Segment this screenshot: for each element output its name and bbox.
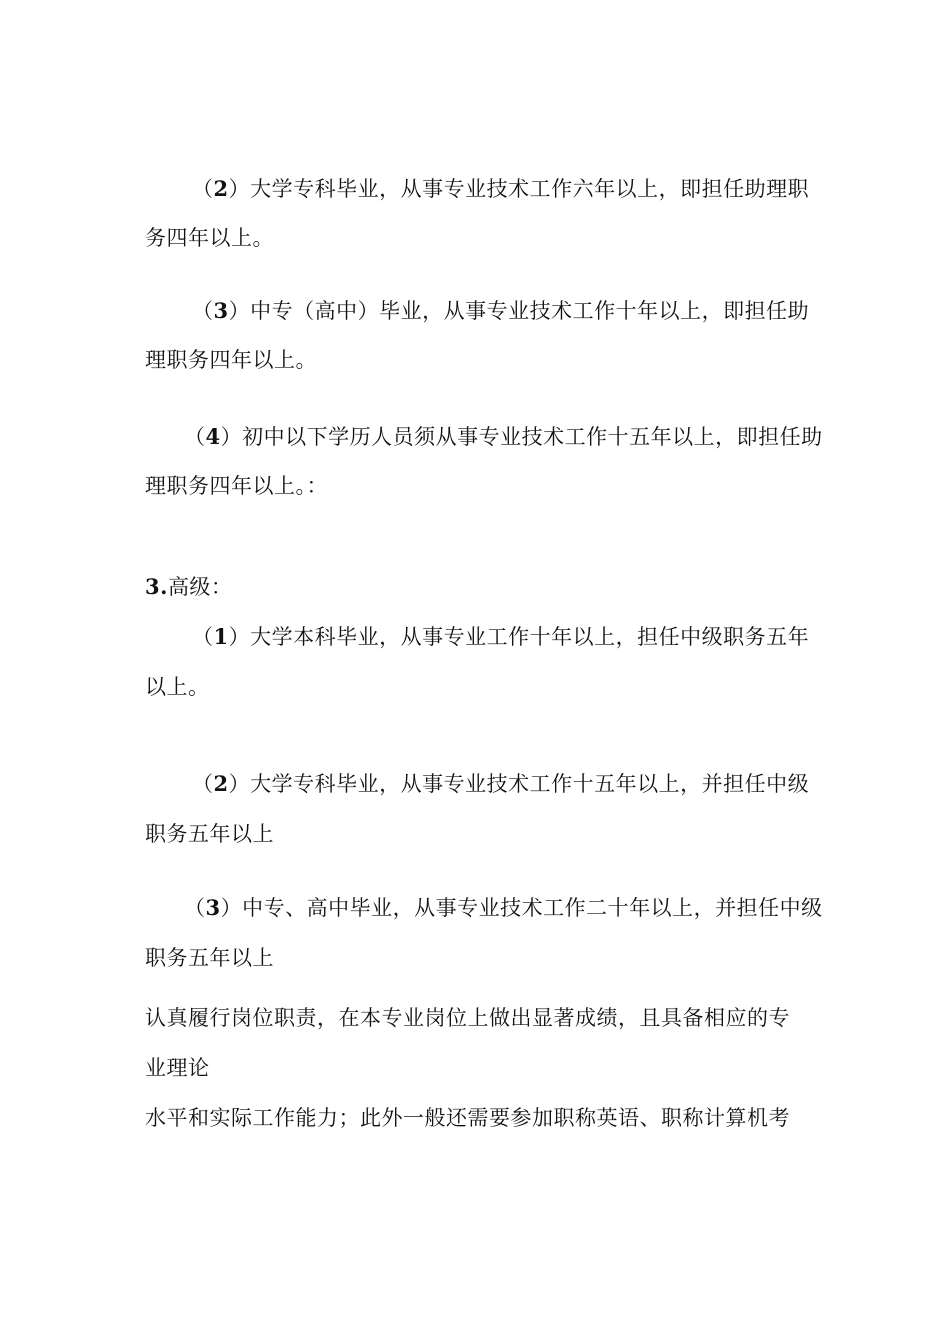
item-number: 4 — [205, 424, 221, 449]
item-number: 2 — [213, 771, 229, 796]
paragraph-text: ）大学专科毕业，从事专业技术工作十五年以上，并担任中级 — [228, 772, 810, 796]
senior-paragraph-3-line-1: （3）中专、高中毕业，从事专业技术工作二十年以上，并担任中级 — [184, 895, 823, 920]
paragraph-text: ）初中以下学历人员须从事专业技术工作十五年以上，即担任助 — [220, 425, 823, 449]
senior-paragraph-3-line-2: 职务五年以上 — [145, 946, 274, 970]
paragraph-4-line-2: 理职务四年以上。： — [145, 474, 328, 498]
paragraph-2-line-1: （2）大学专科毕业，从事专业技术工作六年以上，即担任助理职 — [192, 176, 810, 201]
item-number: 3 — [205, 895, 221, 920]
requirements-line-3: 水平和实际工作能力；此外一般还需要参加职称英语、职称计算机考 — [145, 1106, 790, 1130]
requirements-line-1: 认真履行岗位职责，在本专业岗位上做出显著成绩，且具备相应的专 — [145, 1006, 790, 1030]
paragraph-4-line-1: （4）初中以下学历人员须从事专业技术工作十五年以上，即担任助 — [184, 424, 823, 449]
senior-paragraph-1-line-2: 以上。 — [145, 675, 210, 699]
senior-paragraph-2-line-1: （2）大学专科毕业，从事专业技术工作十五年以上，并担任中级 — [192, 771, 810, 796]
item-number: 2 — [213, 176, 229, 201]
item-number: 1 — [213, 624, 229, 649]
section-heading — [145, 573, 232, 601]
senior-paragraph-2-line-2: 职务五年以上 — [145, 822, 274, 846]
paragraph-3-line-1: （3）中专（高中）毕业，从事专业技术工作十年以上，即担任助 — [192, 298, 810, 323]
section-title: 高级： — [167, 575, 233, 599]
paragraph-text: ）中专（高中）毕业，从事专业技术工作十年以上，即担任助 — [228, 299, 810, 323]
paragraph-text: ）大学专科毕业，从事专业技术工作六年以上，即担任助理职 — [228, 177, 810, 201]
paragraph-3-line-2: 理职务四年以上。 — [145, 348, 317, 372]
paragraph-2-line-2: 务四年以上。 — [145, 226, 274, 250]
section-number: 3. — [145, 574, 168, 599]
paragraph-text: ）大学本科毕业，从事专业工作十年以上，担任中级职务五年 — [228, 625, 810, 649]
senior-paragraph-1-line-1: （1）大学本科毕业，从事专业工作十年以上，担任中级职务五年 — [192, 624, 810, 649]
paragraph-text: ）中专、高中毕业，从事专业技术工作二十年以上，并担任中级 — [220, 896, 823, 920]
item-number: 3 — [213, 298, 229, 323]
requirements-line-2: 业理论 — [145, 1056, 210, 1080]
